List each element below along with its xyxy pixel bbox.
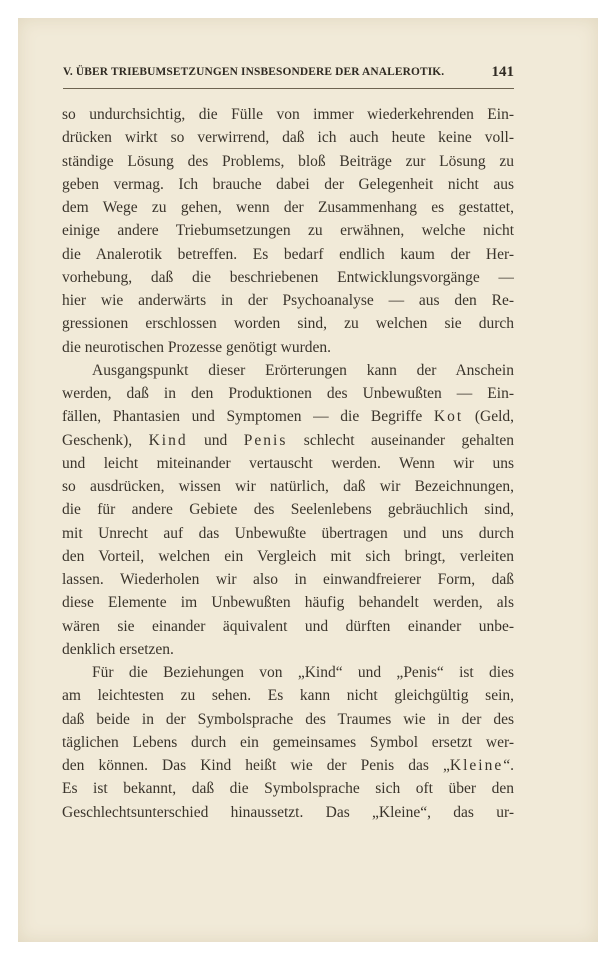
text-run: (Geld, (463, 408, 514, 426)
text-line: Für die Beziehungen von „Kind“ und „Penis“ ist dies (92, 664, 514, 681)
text-line: Es ist bekannt, daß die Symbolsprache sich oft über den (62, 780, 514, 798)
spaced-term: Kleine (449, 757, 504, 774)
spaced-term: Kot (433, 408, 464, 426)
text-line: einige andere Triebumsetzungen zu erwähnen, welche nicht (62, 222, 514, 240)
body-text (62, 103, 514, 824)
text-line: die neurotischen Prozesse genötigt wurden. (62, 338, 332, 356)
text-run: fällen, Phantasien und Symptomen — die Begriffe (62, 408, 434, 426)
text-run: “. (503, 757, 514, 774)
text-run: schlecht auseinander gehalten (287, 431, 514, 449)
text-line: am leichtesten zu sehen. Es kann nicht gleichgültig sein, (62, 687, 514, 705)
text-line: die für andere Gebiete des Seelenlebens gebräuchlich sind, (62, 501, 514, 519)
text-line: wären sie einander äquivalent und dürften einander unbe- (62, 617, 514, 635)
text-line: vorhebung, daß die beschriebenen Entwicklungsvorgänge — (62, 268, 514, 286)
text-line: den Vorteil, welchen ein Vergleich mit sich bringt, verleiten (62, 547, 514, 565)
text-line: gressionen erschlossen worden sind, zu welchen sie durch (62, 315, 514, 333)
text-line: die Analerotik betreffen. Es bedarf endlich kaum der Her- (62, 245, 514, 263)
text-line: hier wie anderwärts in der Psychoanalyse — aus den Re- (62, 292, 514, 309)
text-line: täglichen Lebens durch ein gemeinsames Symbol ersetzt wer- (62, 733, 514, 751)
text-line: Ausgangspunkt dieser Erörterungen kann der Anschein (92, 361, 514, 379)
text-line: ständige Lösung des Problems, bloß Beiträge zur Lösung zu (62, 152, 514, 170)
header-rule (63, 88, 514, 89)
text-line: mit Unrecht auf das Unbewußte übertragen und uns durch (62, 524, 514, 542)
text-line: diese Elemente im Unbewußten häufig behandelt werden, als (62, 594, 514, 612)
text-line: lassen. Wiederholen wir also in einwandfreierer Form, daß (62, 571, 514, 588)
text-line: werden, daß in den Produktionen des Unbewußten — Ein- (62, 385, 514, 402)
text-line: Geschlechtsunterschied hinaussetzt. Das „Kleine“, das ur- (62, 803, 514, 821)
page-number: 141 (491, 64, 514, 80)
text-line: drücken wirkt so verwirrend, daß ich auch heute keine voll- (62, 129, 514, 147)
text-line (62, 405, 514, 428)
text-line: denklich ersetzen. (62, 640, 174, 658)
spaced-term: Penis (243, 431, 288, 449)
text-line: dem Wege zu gehen, wenn der Zusammenhang es gestattet, (62, 199, 514, 216)
text-run: und (187, 431, 244, 449)
text-run: den können. Das Kind heißt wie der Penis das „ (62, 757, 450, 774)
text-run: Geschenk), (62, 431, 149, 449)
spaced-term: Kind (148, 431, 188, 449)
running-header-title: V. ÜBER TRIEBUMSETZUNGEN INSBESONDERE DER ANALEROTIK. (63, 66, 445, 78)
text-line: und leicht miteinander vertauscht werden. Wenn wir uns (62, 454, 514, 472)
text-line: so ausdrücken, wissen wir natürlich, daß wir Bezeichnungen, (62, 478, 514, 495)
text-line (62, 754, 514, 777)
text-line: daß beide in der Symbolsprache des Traumes wie in der des (62, 710, 514, 728)
running-header (63, 66, 514, 86)
text-line: geben vermag. Ich brauche dabei der Gelegenheit nicht aus (62, 175, 514, 193)
text-line: so undurchsichtig, die Fülle von immer wiederkehrenden Ein- (62, 106, 514, 123)
text-line (62, 429, 514, 452)
